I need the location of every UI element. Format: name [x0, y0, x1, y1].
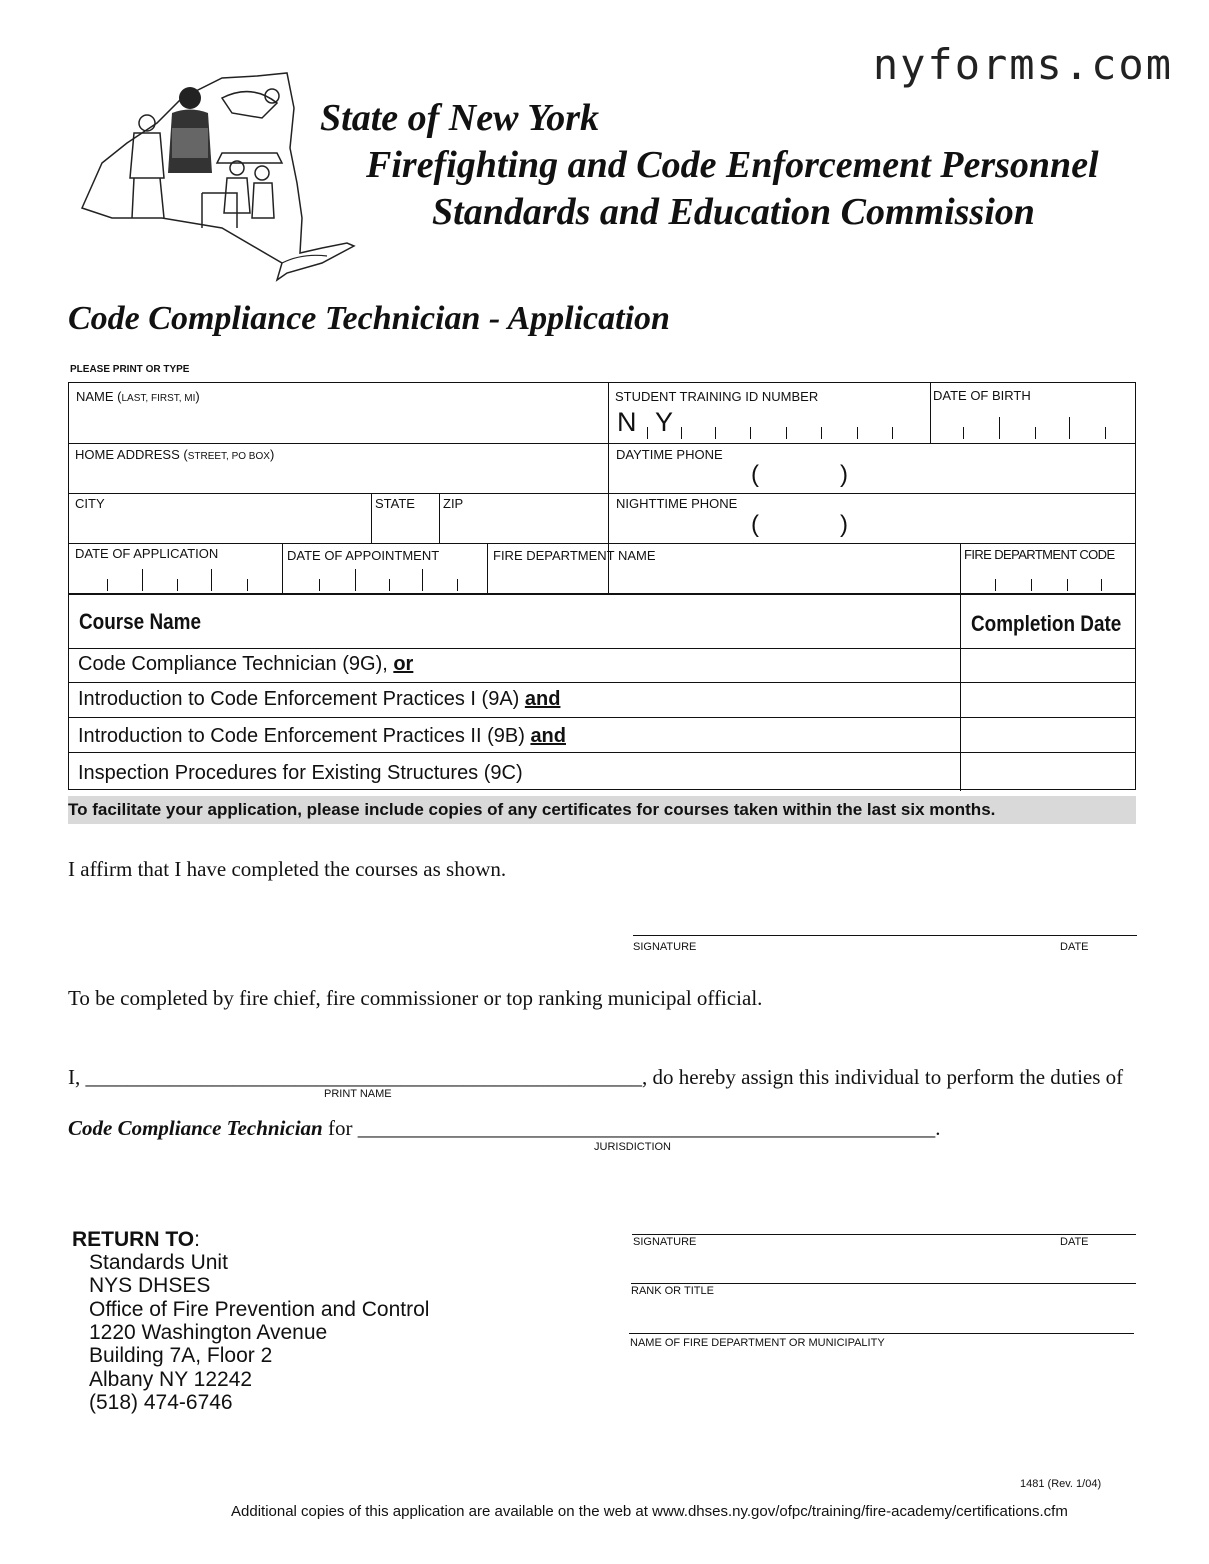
form-title: Code Compliance Technician - Application — [68, 300, 670, 337]
state-field[interactable] — [373, 509, 437, 541]
fire-dept-code-label: FIRE DEPARTMENT CODE — [964, 547, 1115, 562]
dob-label: DATE OF BIRTH — [933, 388, 1031, 403]
print-name-label: PRINT NAME — [324, 1088, 392, 1100]
completion-date-9c[interactable] — [961, 753, 1133, 789]
nys-commission-logo — [72, 68, 362, 288]
application-form — [68, 382, 1136, 790]
name-field[interactable] — [71, 405, 605, 441]
print-note: PLEASE PRINT OR TYPE — [70, 364, 190, 375]
dept-municipality-line[interactable] — [629, 1333, 1134, 1334]
official-signature-line[interactable] — [632, 1234, 1136, 1235]
footer-web-note: Additional copies of this application are available on the web at www.dhses.ny.gov/ofpc/training/fire-academy/certifications.cfm — [231, 1503, 1068, 1520]
affirm-text: I affirm that I have completed the courses as shown. — [68, 857, 507, 881]
rank-title-label: RANK OR TITLE — [631, 1285, 714, 1297]
nighttime-phone-label: NIGHTTIME PHONE — [616, 496, 738, 511]
header-commission-line1: Firefighting and Code Enforcement Personnel — [366, 144, 1099, 186]
applicant-signature-label: SIGNATURE — [633, 941, 697, 953]
fire-dept-code-field[interactable] — [962, 561, 1132, 591]
applicant-date-label: DATE — [1060, 941, 1089, 953]
return-line-7: (518) 474-6746 — [89, 1391, 233, 1414]
fire-dept-name-label: FIRE DEPARTMENT NAME — [493, 548, 656, 563]
zip-label: ZIP — [443, 496, 464, 511]
jurisdiction-statement: Code Compliance Technician for _______________________________________________________. — [68, 1116, 941, 1140]
completion-date-9a[interactable] — [961, 683, 1133, 716]
completion-date-9b[interactable] — [961, 718, 1133, 751]
form-number: 1481 (Rev. 1/04) — [1020, 1478, 1102, 1490]
header-commission-line2: Standards and Education Commission — [432, 191, 1035, 233]
daytime-phone-paren-close: ) — [840, 461, 848, 488]
official-signature-label: SIGNATURE — [633, 1236, 697, 1248]
zip-field[interactable] — [441, 509, 605, 541]
date-of-application-field[interactable] — [71, 561, 280, 591]
city-label: CITY — [75, 496, 105, 511]
daytime-phone-label: DAYTIME PHONE — [616, 447, 723, 462]
return-line-2: NYS DHSES — [89, 1274, 211, 1297]
student-id-field[interactable] — [609, 405, 927, 441]
course-row-9a: Introduction to Code Enforcement Practices I (9A) and — [78, 688, 561, 710]
return-to-heading: RETURN TO: — [72, 1228, 200, 1251]
name-label: NAME (LAST, FIRST, MI) — [76, 389, 200, 404]
jurisdiction-label: JURISDICTION — [594, 1141, 671, 1153]
return-line-6: Albany NY 12242 — [89, 1368, 253, 1391]
home-address-label: HOME ADDRESS (STREET, PO BOX) — [75, 447, 275, 462]
chief-instructions: To be completed by fire chief, fire commissioner or top ranking municipal official. — [68, 986, 763, 1010]
assign-statement: I, _____________________________________________________, do hereby assign this individual to perform the duties of — [68, 1065, 1124, 1089]
nighttime-phone-field[interactable] — [610, 509, 1132, 541]
date-of-application-label: DATE OF APPLICATION — [75, 546, 219, 561]
official-date-label: DATE — [1060, 1236, 1089, 1248]
state-label: STATE — [375, 496, 415, 511]
course-name-header: Course Name — [79, 609, 201, 634]
site-watermark: nyforms.com — [872, 40, 1173, 89]
return-line-1: Standards Unit — [89, 1251, 228, 1274]
return-line-4: 1220 Washington Avenue — [89, 1321, 328, 1344]
completion-date-9g[interactable] — [961, 649, 1133, 681]
course-row-9g: Code Compliance Technician (9G), or — [78, 653, 414, 675]
home-address-field[interactable] — [71, 461, 605, 491]
date-of-appointment-field[interactable] — [284, 561, 485, 591]
rank-title-line[interactable] — [631, 1283, 1136, 1284]
dept-municipality-label: NAME OF FIRE DEPARTMENT OR MUNICIPALITY — [630, 1337, 885, 1349]
daytime-phone-field[interactable] — [610, 461, 1132, 491]
fire-dept-name-field[interactable] — [489, 561, 958, 591]
student-id-prefix-y: Y — [655, 407, 674, 437]
dob-field[interactable] — [931, 405, 1133, 441]
jurisdiction-blank[interactable]: _______________________________________________________ — [357, 1116, 936, 1140]
nighttime-phone-paren-open: ( — [751, 511, 759, 538]
student-id-label: STUDENT TRAINING ID NUMBER — [615, 389, 819, 404]
return-line-3: Office of Fire Prevention and Control — [89, 1298, 430, 1321]
applicant-signature-line[interactable] — [633, 935, 1137, 936]
daytime-phone-paren-open: ( — [751, 461, 759, 488]
completion-date-header: Completion Date — [971, 611, 1122, 636]
header-state: State of New York — [320, 97, 600, 139]
date-of-appointment-label: DATE OF APPOINTMENT — [287, 548, 440, 563]
certificate-note: To facilitate your application, please include copies of any certificates for courses taken within the last six months. — [68, 796, 1136, 824]
course-row-9c: Inspection Procedures for Existing Structures (9C) — [78, 762, 523, 784]
nighttime-phone-paren-close: ) — [840, 511, 848, 538]
print-name-blank[interactable]: _____________________________________________________ — [85, 1065, 642, 1089]
course-row-9b: Introduction to Code Enforcement Practices II (9B) and — [78, 725, 566, 747]
return-line-5: Building 7A, Floor 2 — [89, 1344, 273, 1367]
city-field[interactable] — [71, 509, 367, 541]
student-id-prefix-n: N — [617, 407, 637, 437]
